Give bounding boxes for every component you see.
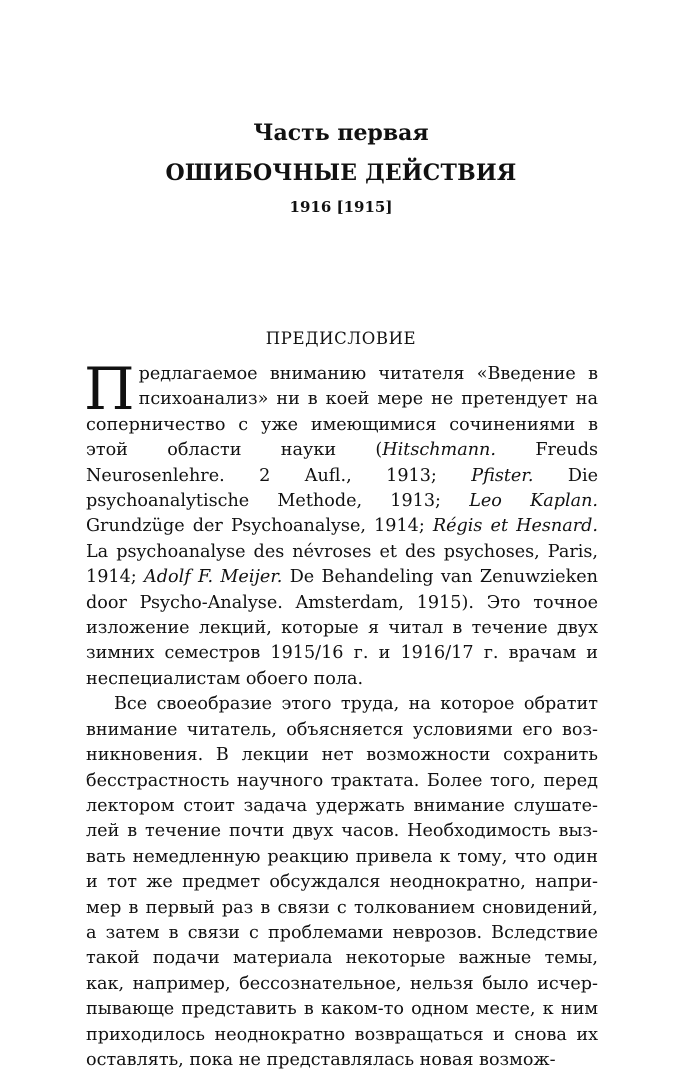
- text-run: Die psychoanalytische Methode, 1913;: [86, 465, 598, 512]
- preface-body: [84, 355, 599, 1073]
- text-run: De Behandeling van Zenuwzieken door Psycho-Analyse. Amsterdam, 1915). Это точное изложение лекций, которые я читал в течение двух зимних семестров 1915/16 г. и 1916/17 г. врачам и неспециалистам обоего пола.: [86, 567, 598, 689]
- author-name: Régis et Hesnard.: [432, 516, 598, 537]
- text-run: Grundzüge der Psychoanalyse, 1914;: [86, 516, 433, 537]
- drop-cap: П: [84, 355, 135, 423]
- text-run: Freuds Neurosenlehre. 2 Aufl., 1913;: [86, 440, 598, 486]
- part-title: Часть первая: [253, 120, 429, 146]
- text-run: редлагаемое вниманию читателя «Введение в психоанализ» ни в коей мере не претендует на соперничество с уже имеющимися сочинениями в этой области науки (: [86, 364, 598, 461]
- preface-heading: ПРЕДИСЛОВИЕ: [265, 329, 417, 348]
- text-run: La psychoanalyse des névroses et des psychoses, Paris, 1914;: [86, 541, 598, 588]
- author-name: Leo Kaplan.: [469, 491, 599, 512]
- paragraph-1: [84, 355, 599, 692]
- section-title: ОШИБОЧНЫЕ ДЕЙСТВИЯ: [165, 160, 517, 186]
- section-years: 1916 [1915]: [289, 198, 393, 216]
- author-name: Pfister.: [471, 465, 534, 486]
- author-name: Hitschmann.: [382, 440, 496, 461]
- author-name: Adolf F. Meijer.: [144, 567, 283, 588]
- paragraph-2: Все своеобразие этого труда, на которое обратит внимание читатель, объясняется условиями его возникновения. В лекции нет возможности сохранить бесстрастность научного трактата. Более того, перед лектором стоит задача удержать внимание слушателей в течение почти двух часов. Необходимость вызвать немедленную реакцию привела к тому, что один и тот же предмет обсуждался неоднократно, например в первый раз в связи с толкованием сновидений, а затем в связи с проблемами неврозов. Вследствие такой подачи материала некоторые важные темы, как, например, бессознательное, нельзя было исчерпывающе представить в каком-то одном месте, к ним приходилось неоднократно возвращаться и снова их оставлять, пока не представлялась новая возмож-: [86, 694, 598, 1070]
